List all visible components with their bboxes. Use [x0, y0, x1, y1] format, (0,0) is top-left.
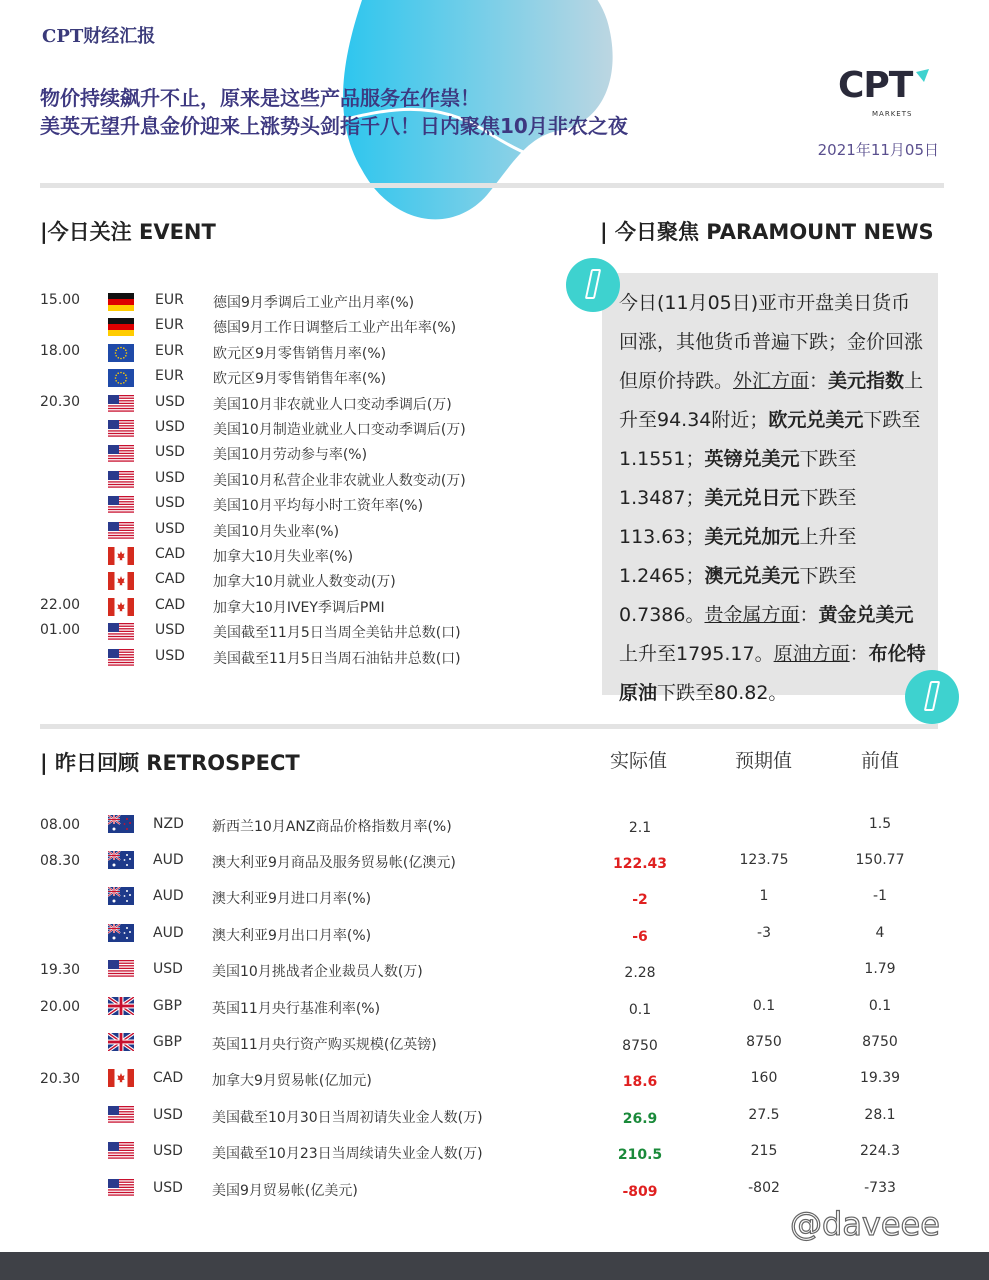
event-name: 美国10月失业率(%) — [213, 523, 340, 540]
event-time: 01.00 — [40, 622, 81, 639]
event-row — [40, 595, 560, 620]
retro-currency: USD — [153, 1107, 183, 1123]
retro-name: 美国截至10月30日当周初请失业金人数(万) — [212, 1110, 483, 1126]
retro-actual: 122.43 — [612, 856, 668, 872]
event-currency: CAD — [155, 571, 186, 588]
cpt-logo — [838, 66, 938, 122]
retro-row — [40, 1099, 940, 1135]
retro-actual: 8750 — [622, 1038, 658, 1054]
us-flag-icon — [108, 395, 134, 413]
col-actual: 实际值 — [610, 750, 668, 772]
retro-currency: AUD — [153, 925, 184, 941]
retro-row — [40, 1026, 940, 1062]
retro-currency: AUD — [153, 888, 184, 904]
fx-label: 外汇方面 — [733, 370, 810, 392]
event-currency: USD — [155, 647, 185, 664]
event-row — [40, 519, 560, 544]
retro-row — [40, 953, 940, 989]
divider — [40, 183, 944, 188]
retro-prev: 19.39 — [859, 1070, 901, 1086]
de-flag-icon — [108, 293, 134, 311]
event-name: 德国9月季调后工业产出月率(%) — [213, 295, 415, 311]
event-time: 15.00 — [40, 292, 81, 308]
col-prev: 前值 — [861, 750, 900, 772]
retro-row — [40, 1135, 940, 1171]
retro-name: 英国11月央行基准利率(%) — [212, 1001, 381, 1017]
retro-name: 澳大利亚9月进口月率(%) — [212, 891, 372, 907]
oil-label: 原油方面 — [773, 643, 850, 665]
retro-name: 加拿大9月贸易帐(亿加元) — [212, 1073, 372, 1089]
event-name: 德国9月工作日调整后工业产出年率(%) — [213, 320, 457, 337]
retro-currency: CAD — [153, 1070, 184, 1086]
retro-actual: 2.1 — [628, 820, 652, 836]
event-currency: USD — [155, 444, 185, 461]
eu-flag-icon — [108, 369, 134, 387]
retro-actual: 26.9 — [622, 1111, 658, 1127]
quote-open-icon — [566, 258, 620, 312]
event-row — [40, 620, 560, 645]
retro-forecast: 1 — [759, 888, 769, 904]
event-currency: USD — [155, 495, 185, 512]
event-currency: USD — [155, 520, 185, 537]
event-name: 加拿大10月IVEY季调后PMI — [213, 599, 385, 616]
retro-actual: -6 — [632, 929, 648, 945]
logo-text: CPT — [838, 65, 913, 106]
retro-forecast: 0.1 — [752, 998, 776, 1014]
uk-flag-icon — [108, 997, 134, 1015]
event-row — [40, 468, 560, 493]
uk-flag-icon — [108, 1033, 134, 1051]
retro-forecast: -3 — [757, 925, 771, 941]
col-forecast: 预期值 — [735, 750, 793, 772]
us-flag-icon — [108, 522, 134, 540]
event-name: 加拿大10月就业人数变动(万) — [213, 574, 396, 591]
retro-row — [40, 1172, 940, 1208]
retro-row — [40, 880, 940, 916]
event-row — [40, 544, 560, 569]
retro-forecast: 123.75 — [739, 852, 789, 868]
event-name: 美国10月私营企业非农就业人数变动(万) — [213, 472, 466, 489]
us-flag-icon — [108, 1142, 134, 1160]
metal-label: 贵金属方面 — [704, 604, 800, 626]
news-text: 今日(11月05日)亚市开盘美日货币回涨，其他货币普遍下跌；金价回涨但原价持跌。外汇方面：美元指数上升至94.34附近；欧元兑美元下跌至1.1551；英镑兑美元下跌至1.3487；美元兑日元下跌至113.63；美元兑加元上升至1.2465；澳元兑美元下跌至0.7386。贵金属方面：黄金兑美元上升至1795.17。原油方面：布伦特原油下跌至80.82。 — [619, 292, 926, 704]
us-flag-icon — [108, 649, 134, 667]
retro-prev: -733 — [864, 1180, 896, 1196]
event-name: 欧元区9月零售销售月率(%) — [213, 345, 387, 362]
event-currency: USD — [155, 393, 185, 410]
event-currency: USD — [155, 419, 185, 435]
retro-prev: 224.3 — [859, 1143, 901, 1159]
retro-prev: 4 — [875, 925, 885, 941]
au-flag-icon — [108, 851, 134, 869]
event-row — [40, 315, 560, 340]
us-flag-icon — [108, 623, 134, 641]
retro-row — [40, 1062, 940, 1098]
event-name: 美国10月平均每小时工资年率(%) — [213, 498, 424, 515]
retro-row — [40, 990, 940, 1026]
retro-time: 08.30 — [40, 853, 81, 869]
watermark: @daveee — [790, 1205, 940, 1243]
event-currency: CAD — [155, 546, 186, 562]
event-row — [40, 366, 560, 391]
footer-bar — [0, 1252, 989, 1280]
event-name: 美国截至11月5日当周全美钻井总数(口) — [213, 625, 461, 642]
retro-currency: AUD — [153, 852, 184, 868]
brand-name: CPT财经汇报 — [42, 26, 156, 47]
retro-name: 美国10月挑战者企业裁员人数(万) — [212, 964, 423, 980]
retro-forecast: -802 — [748, 1180, 780, 1196]
retro-row — [40, 844, 940, 880]
event-row — [40, 417, 560, 442]
retro-prev: 1.5 — [868, 816, 892, 832]
headline-line-1: 物价持续飙升不止，原来是这些产品服务在作祟！ — [40, 86, 480, 110]
headline-line-2: 美英无望升息金价迎来上涨势头剑指千八！日内聚焦10月非农之夜 — [40, 114, 628, 138]
us-flag-icon — [108, 420, 134, 438]
event-name: 美国10月非农就业人口变动季调后(万) — [213, 396, 452, 413]
retro-prev: 150.77 — [855, 852, 905, 868]
retro-actual: 18.6 — [622, 1074, 658, 1090]
retro-prev: 28.1 — [864, 1107, 896, 1123]
retro-name: 美国9月贸易帐(亿美元) — [212, 1183, 358, 1199]
retro-actual: 210.5 — [617, 1147, 663, 1163]
retro-time: 20.30 — [40, 1071, 81, 1087]
event-time: 20.30 — [40, 393, 81, 410]
report-date: 2021年11月05日 — [817, 141, 939, 159]
retro-row — [40, 808, 940, 844]
retro-currency: USD — [153, 961, 183, 977]
retro-time: 20.00 — [40, 999, 81, 1015]
retro-time: 19.30 — [40, 962, 81, 978]
retro-actual: 2.28 — [624, 965, 656, 981]
event-name: 美国截至11月5日当周石油钻井总数(口) — [213, 650, 461, 667]
event-currency: USD — [155, 622, 185, 639]
ca-flag-icon — [108, 547, 134, 565]
event-time: 22.00 — [40, 596, 81, 613]
event-row — [40, 392, 560, 417]
retro-currency: USD — [153, 1143, 183, 1159]
retro-actual: 0.1 — [628, 1002, 652, 1018]
au-flag-icon — [108, 887, 134, 905]
us-flag-icon — [108, 1179, 134, 1197]
event-currency: USD — [155, 469, 185, 486]
retro-currency: NZD — [153, 816, 184, 832]
news-section-title: | 今日聚焦 PARAMOUNT NEWS — [600, 220, 934, 244]
event-name: 欧元区9月零售销售年率(%) — [213, 371, 387, 388]
us-flag-icon — [108, 496, 134, 514]
eu-flag-icon — [108, 344, 134, 362]
logo-triangle-icon — [914, 68, 930, 84]
us-flag-icon — [108, 445, 134, 463]
retro-name: 美国截至10月23日当周续请失业金人数(万) — [212, 1146, 483, 1162]
ca-flag-icon — [108, 572, 134, 590]
quote-close-icon — [905, 670, 959, 724]
event-row — [40, 569, 560, 594]
event-row — [40, 290, 560, 315]
retro-row — [40, 917, 940, 953]
event-currency: EUR — [155, 292, 184, 308]
retro-prev: 0.1 — [868, 998, 892, 1014]
logo-subtitle: MARKETS — [872, 110, 913, 118]
de-flag-icon — [108, 318, 134, 336]
retro-prev: -1 — [873, 888, 887, 904]
event-time: 18.00 — [40, 342, 81, 359]
retro-prev: 8750 — [862, 1034, 898, 1050]
divider — [40, 724, 938, 729]
event-currency: EUR — [155, 368, 184, 385]
event-row — [40, 493, 560, 518]
event-row — [40, 442, 560, 467]
ca-flag-icon — [108, 1069, 134, 1087]
au-flag-icon — [108, 924, 134, 942]
retro-name: 英国11月央行资产购买规模(亿英镑) — [212, 1037, 437, 1053]
retro-prev: 1.79 — [864, 961, 896, 977]
retro-actual: -809 — [622, 1184, 658, 1200]
event-row — [40, 646, 560, 671]
retro-currency: GBP — [153, 1034, 182, 1050]
event-row — [40, 341, 560, 366]
event-currency: EUR — [155, 317, 184, 334]
retro-forecast: 160 — [750, 1070, 778, 1086]
us-flag-icon — [108, 960, 134, 978]
retro-actual: -2 — [632, 892, 648, 908]
retro-forecast: 215 — [750, 1143, 778, 1159]
event-currency: EUR — [155, 342, 184, 359]
event-currency: CAD — [155, 596, 186, 613]
retro-name: 澳大利亚9月出口月率(%) — [212, 928, 372, 944]
event-name: 加拿大10月失业率(%) — [213, 549, 354, 565]
headline — [40, 84, 628, 140]
retro-forecast: 27.5 — [748, 1107, 780, 1123]
event-name: 美国10月制造业就业人口变动季调后(万) — [213, 422, 466, 438]
retro-name: 新西兰10月ANZ商品价格指数月率(%) — [212, 819, 452, 835]
retro-forecast: 8750 — [746, 1034, 782, 1050]
us-flag-icon — [108, 1106, 134, 1124]
retro-time: 08.00 — [40, 817, 81, 833]
retro-currency: USD — [153, 1180, 183, 1196]
event-section-title: |今日关注 EVENT — [40, 220, 216, 244]
retro-name: 澳大利亚9月商品及服务贸易帐(亿澳元) — [212, 855, 456, 871]
event-name: 美国10月劳动参与率(%) — [213, 447, 368, 464]
ca-flag-icon — [108, 598, 134, 616]
us-flag-icon — [108, 471, 134, 489]
retro-section-title: | 昨日回顾 RETROSPECT — [40, 751, 300, 775]
retro-currency: GBP — [153, 998, 182, 1014]
nz-flag-icon — [108, 815, 134, 833]
